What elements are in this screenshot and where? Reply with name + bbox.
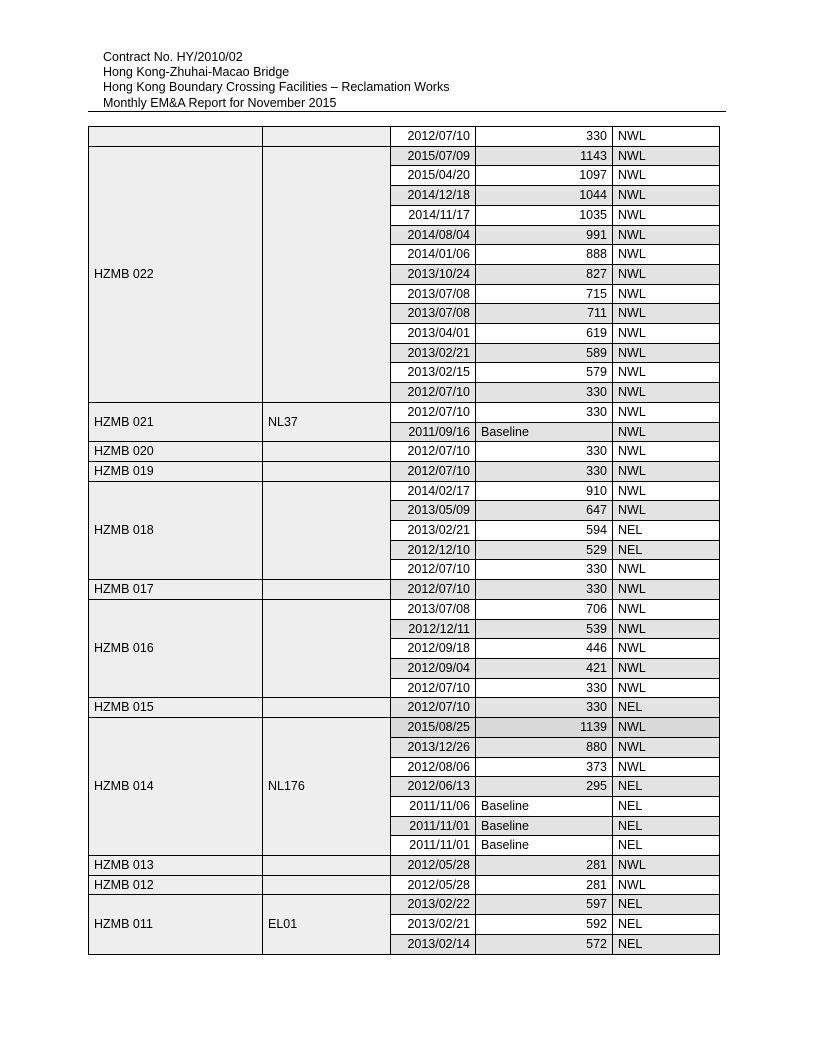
type-cell: NWL <box>613 225 720 245</box>
value-cell: 991 <box>476 225 613 245</box>
value-cell: 1143 <box>476 146 613 166</box>
value-cell: Baseline <box>476 796 613 816</box>
value-cell: 827 <box>476 264 613 284</box>
table-row <box>89 718 720 738</box>
value-cell: 592 <box>476 915 613 935</box>
value-cell: 589 <box>476 343 613 363</box>
station-id-cell: HZMB 020 <box>89 442 263 462</box>
date-cell: 2011/11/06 <box>391 796 476 816</box>
reference-cell <box>263 875 391 895</box>
date-cell: 2014/11/17 <box>391 205 476 225</box>
value-cell: 330 <box>476 698 613 718</box>
date-cell: 2013/02/22 <box>391 895 476 915</box>
type-cell: NWL <box>613 146 720 166</box>
value-cell: 330 <box>476 560 613 580</box>
type-cell: NEL <box>613 895 720 915</box>
type-cell: NEL <box>613 836 720 856</box>
type-cell: NWL <box>613 678 720 698</box>
value-cell: 281 <box>476 875 613 895</box>
date-cell: 2012/07/10 <box>391 461 476 481</box>
station-id-cell: HZMB 017 <box>89 580 263 600</box>
date-cell: 2011/11/01 <box>391 836 476 856</box>
type-cell: NEL <box>613 698 720 718</box>
value-cell: 295 <box>476 777 613 797</box>
date-cell: 2013/07/08 <box>391 284 476 304</box>
value-cell: 539 <box>476 619 613 639</box>
value-cell: 711 <box>476 304 613 324</box>
table-row <box>89 698 720 718</box>
value-cell: 330 <box>476 461 613 481</box>
date-cell: 2013/07/08 <box>391 304 476 324</box>
date-cell: 2014/01/06 <box>391 245 476 265</box>
station-id-cell: HZMB 011 <box>89 895 263 954</box>
date-cell: 2012/12/10 <box>391 540 476 560</box>
table-row <box>89 461 720 481</box>
date-cell: 2013/02/21 <box>391 343 476 363</box>
date-cell: 2012/07/10 <box>391 678 476 698</box>
table-row <box>89 856 720 876</box>
date-cell: 2013/02/14 <box>391 934 476 954</box>
value-cell: 1035 <box>476 205 613 225</box>
report-title: Monthly EM&A Report for November 2015 <box>103 95 337 110</box>
value-cell: 421 <box>476 658 613 678</box>
date-cell: 2013/05/09 <box>391 501 476 521</box>
date-cell: 2014/02/17 <box>391 481 476 501</box>
value-cell: Baseline <box>476 836 613 856</box>
table-row <box>89 599 720 619</box>
date-cell: 2012/08/06 <box>391 757 476 777</box>
type-cell: NEL <box>613 796 720 816</box>
date-cell: 2012/05/28 <box>391 856 476 876</box>
type-cell: NWL <box>613 383 720 403</box>
value-cell: 373 <box>476 757 613 777</box>
value-cell: 579 <box>476 363 613 383</box>
date-cell: 2012/09/18 <box>391 639 476 659</box>
project-name: Hong Kong-Zhuhai-Macao Bridge <box>103 65 290 80</box>
type-cell: NWL <box>613 284 720 304</box>
date-cell: 2013/07/08 <box>391 599 476 619</box>
date-cell: 2012/07/10 <box>391 442 476 462</box>
date-cell: 2013/10/24 <box>391 264 476 284</box>
table-row <box>89 442 720 462</box>
date-cell: 2015/07/09 <box>391 146 476 166</box>
table-row <box>89 481 720 501</box>
value-cell: 1097 <box>476 166 613 186</box>
type-cell: NWL <box>613 658 720 678</box>
type-cell: NWL <box>613 166 720 186</box>
reference-cell <box>263 599 391 698</box>
type-cell: NWL <box>613 402 720 422</box>
date-cell: 2011/11/01 <box>391 816 476 836</box>
date-cell: 2015/08/25 <box>391 718 476 738</box>
value-cell: Baseline <box>476 816 613 836</box>
value-cell: 594 <box>476 521 613 541</box>
project-subtitle: Hong Kong Boundary Crossing Facilities – Reclamation Works <box>103 80 450 95</box>
date-cell: 2012/07/10 <box>391 402 476 422</box>
type-cell: NWL <box>613 304 720 324</box>
type-cell: NEL <box>613 777 720 797</box>
value-cell: Baseline <box>476 422 613 442</box>
date-cell: 2013/02/21 <box>391 521 476 541</box>
station-id-cell: HZMB 012 <box>89 875 263 895</box>
value-cell: 330 <box>476 678 613 698</box>
date-cell: 2013/12/26 <box>391 737 476 757</box>
value-cell: 330 <box>476 127 613 147</box>
value-cell: 1139 <box>476 718 613 738</box>
date-cell: 2012/05/28 <box>391 875 476 895</box>
reference-cell: NL37 <box>263 402 391 441</box>
date-cell: 2012/12/11 <box>391 619 476 639</box>
value-cell: 597 <box>476 895 613 915</box>
table-row <box>89 402 720 422</box>
type-cell: NEL <box>613 540 720 560</box>
station-id-cell: HZMB 021 <box>89 402 263 441</box>
date-cell: 2014/08/04 <box>391 225 476 245</box>
value-cell: 910 <box>476 481 613 501</box>
type-cell: NWL <box>613 875 720 895</box>
reference-cell <box>263 481 391 580</box>
station-id-cell: HZMB 022 <box>89 146 263 402</box>
station-id-cell <box>89 127 263 147</box>
reference-cell <box>263 580 391 600</box>
date-cell: 2013/02/15 <box>391 363 476 383</box>
reference-cell: EL01 <box>263 895 391 954</box>
station-id-cell: HZMB 014 <box>89 718 263 856</box>
type-cell: NWL <box>613 580 720 600</box>
value-cell: 572 <box>476 934 613 954</box>
value-cell: 281 <box>476 856 613 876</box>
table-row <box>89 895 720 915</box>
station-id-cell: HZMB 019 <box>89 461 263 481</box>
value-cell: 647 <box>476 501 613 521</box>
reference-cell <box>263 698 391 718</box>
date-cell: 2012/07/10 <box>391 127 476 147</box>
monitoring-table <box>88 126 720 955</box>
type-cell: NWL <box>613 481 720 501</box>
value-cell: 330 <box>476 580 613 600</box>
type-cell: NWL <box>613 343 720 363</box>
type-cell: NWL <box>613 324 720 344</box>
type-cell: NWL <box>613 461 720 481</box>
value-cell: 330 <box>476 402 613 422</box>
date-cell: 2012/07/10 <box>391 698 476 718</box>
value-cell: 1044 <box>476 186 613 206</box>
station-id-cell: HZMB 013 <box>89 856 263 876</box>
type-cell: NWL <box>613 501 720 521</box>
reference-cell <box>263 442 391 462</box>
value-cell: 715 <box>476 284 613 304</box>
type-cell: NEL <box>613 934 720 954</box>
value-cell: 880 <box>476 737 613 757</box>
type-cell: NWL <box>613 757 720 777</box>
station-id-cell: HZMB 018 <box>89 481 263 580</box>
type-cell: NWL <box>613 127 720 147</box>
type-cell: NWL <box>613 560 720 580</box>
value-cell: 706 <box>476 599 613 619</box>
reference-cell <box>263 127 391 147</box>
contract-number: Contract No. HY/2010/02 <box>103 50 243 64</box>
date-cell: 2012/07/10 <box>391 383 476 403</box>
type-cell: NWL <box>613 856 720 876</box>
date-cell: 2012/07/10 <box>391 560 476 580</box>
reference-cell <box>263 856 391 876</box>
value-cell: 330 <box>476 383 613 403</box>
type-cell: NWL <box>613 245 720 265</box>
type-cell: NWL <box>613 442 720 462</box>
table-row <box>89 580 720 600</box>
date-cell: 2012/06/13 <box>391 777 476 797</box>
type-cell: NWL <box>613 264 720 284</box>
type-cell: NEL <box>613 915 720 935</box>
table-row <box>89 875 720 895</box>
value-cell: 619 <box>476 324 613 344</box>
station-id-cell: HZMB 016 <box>89 599 263 698</box>
type-cell: NWL <box>613 186 720 206</box>
reference-cell: NL176 <box>263 718 391 856</box>
table-row <box>89 127 720 147</box>
date-cell: 2015/04/20 <box>391 166 476 186</box>
date-cell: 2012/09/04 <box>391 658 476 678</box>
value-cell: 529 <box>476 540 613 560</box>
type-cell: NWL <box>613 639 720 659</box>
type-cell: NWL <box>613 205 720 225</box>
date-cell: 2014/12/18 <box>391 186 476 206</box>
table-row <box>89 146 720 166</box>
date-cell: 2013/02/21 <box>391 915 476 935</box>
date-cell: 2012/07/10 <box>391 580 476 600</box>
value-cell: 888 <box>476 245 613 265</box>
date-cell: 2011/09/16 <box>391 422 476 442</box>
type-cell: NEL <box>613 816 720 836</box>
station-id-cell: HZMB 015 <box>89 698 263 718</box>
type-cell: NEL <box>613 521 720 541</box>
type-cell: NWL <box>613 718 720 738</box>
value-cell: 330 <box>476 442 613 462</box>
type-cell: NWL <box>613 363 720 383</box>
report-header <box>103 50 449 111</box>
reference-cell <box>263 461 391 481</box>
type-cell: NWL <box>613 422 720 442</box>
type-cell: NWL <box>613 737 720 757</box>
reference-cell <box>263 146 391 402</box>
value-cell: 446 <box>476 639 613 659</box>
type-cell: NWL <box>613 599 720 619</box>
header-divider <box>88 111 726 112</box>
type-cell: NWL <box>613 619 720 639</box>
date-cell: 2013/04/01 <box>391 324 476 344</box>
